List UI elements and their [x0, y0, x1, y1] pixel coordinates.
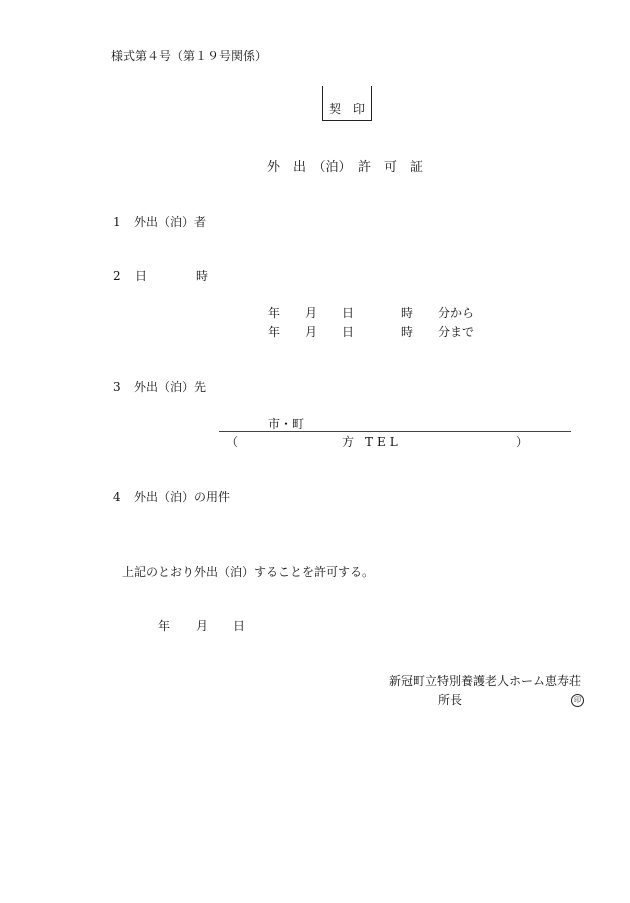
from-suffix: 分から: [438, 306, 475, 320]
from-day: 日: [342, 306, 355, 320]
seal-stamp-icon: 印: [571, 694, 584, 707]
issuer-organization: 新冠町立特別養護老人ホーム恵寿荘: [389, 674, 582, 688]
item2-label-day: 日: [135, 269, 148, 283]
item3-number: 3: [113, 380, 121, 394]
tel-label: TEL: [365, 435, 402, 449]
issue-day: 日: [233, 619, 246, 633]
issuer-position: 所長: [438, 693, 463, 707]
item2-number: 2: [113, 269, 121, 283]
item4-number: 4: [113, 490, 121, 504]
item4-label: 外出（泊）の用件: [134, 490, 231, 504]
form-number: 様式第４号（第１９号関係）: [111, 49, 268, 63]
paren-open: （: [226, 435, 239, 449]
issue-month: 月: [196, 619, 209, 633]
document-title: 外 出 （泊） 許 可 証: [267, 160, 424, 175]
to-year: 年: [268, 325, 281, 339]
to-hour: 時: [401, 325, 414, 339]
item3-label: 外出（泊）先: [134, 380, 207, 394]
paren-close: ）: [516, 435, 529, 449]
from-month: 月: [305, 306, 318, 320]
city-town-label: 市・町: [268, 417, 305, 431]
item1-number: 1: [113, 215, 121, 229]
to-month: 月: [305, 325, 318, 339]
care-of-label: 方: [342, 435, 355, 449]
issue-year: 年: [158, 619, 171, 633]
from-year: 年: [268, 306, 281, 320]
item1-label: 外出（泊）者: [134, 215, 207, 229]
permission-statement: 上記のとおり外出（泊）することを許可する。: [122, 565, 375, 579]
to-day: 日: [342, 325, 355, 339]
to-suffix: 分まで: [438, 325, 475, 339]
seal-label: 契 印: [329, 102, 366, 116]
item2-label-time: 時: [196, 269, 209, 283]
address-rule: [219, 431, 571, 432]
from-hour: 時: [401, 306, 414, 320]
